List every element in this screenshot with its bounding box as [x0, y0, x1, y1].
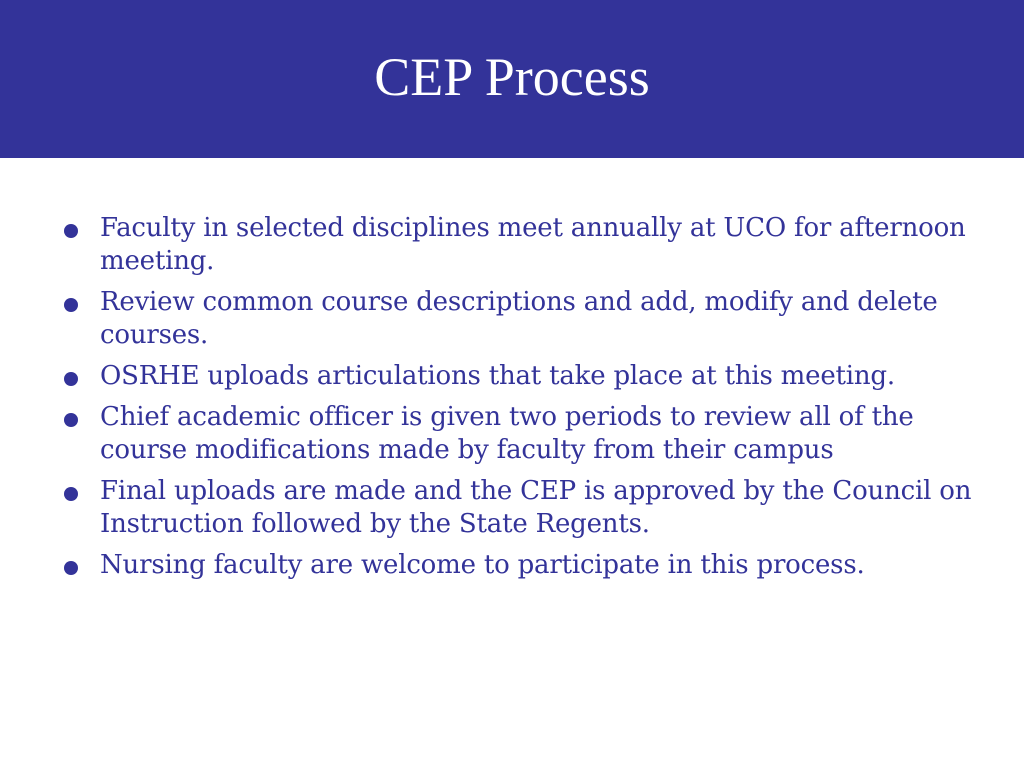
bullet-list [62, 212, 974, 582]
bullet-text: Final uploads are made and the CEP is approved by the Council on Instruction followed by the State Regents. [100, 476, 972, 539]
bullet-icon [64, 224, 78, 238]
bullet-text: Chief academic officer is given two periods to review all of the course modifications made by faculty from their campus [100, 402, 914, 465]
title-bar [0, 0, 1024, 158]
bullet-text: Review common course descriptions and add, modify and delete courses. [100, 287, 938, 350]
bullet-icon [64, 298, 78, 312]
bullet-icon [64, 561, 78, 575]
bullet-item [62, 401, 974, 467]
slide-title: CEP Process [374, 47, 650, 107]
bullet-item [62, 286, 974, 352]
bullet-text: OSRHE uploads articulations that take place at this meeting. [100, 361, 895, 391]
bullet-item [62, 475, 974, 541]
bullet-item [62, 549, 974, 582]
bullet-text: Faculty in selected disciplines meet annually at UCO for afternoon meeting. [100, 213, 966, 276]
bullet-icon [64, 413, 78, 427]
bullet-icon [64, 487, 78, 501]
slide-body [62, 212, 974, 590]
bullet-item [62, 212, 974, 278]
bullet-item [62, 360, 974, 393]
bullet-text: Nursing faculty are welcome to participate in this process. [100, 550, 865, 580]
bullet-icon [64, 372, 78, 386]
